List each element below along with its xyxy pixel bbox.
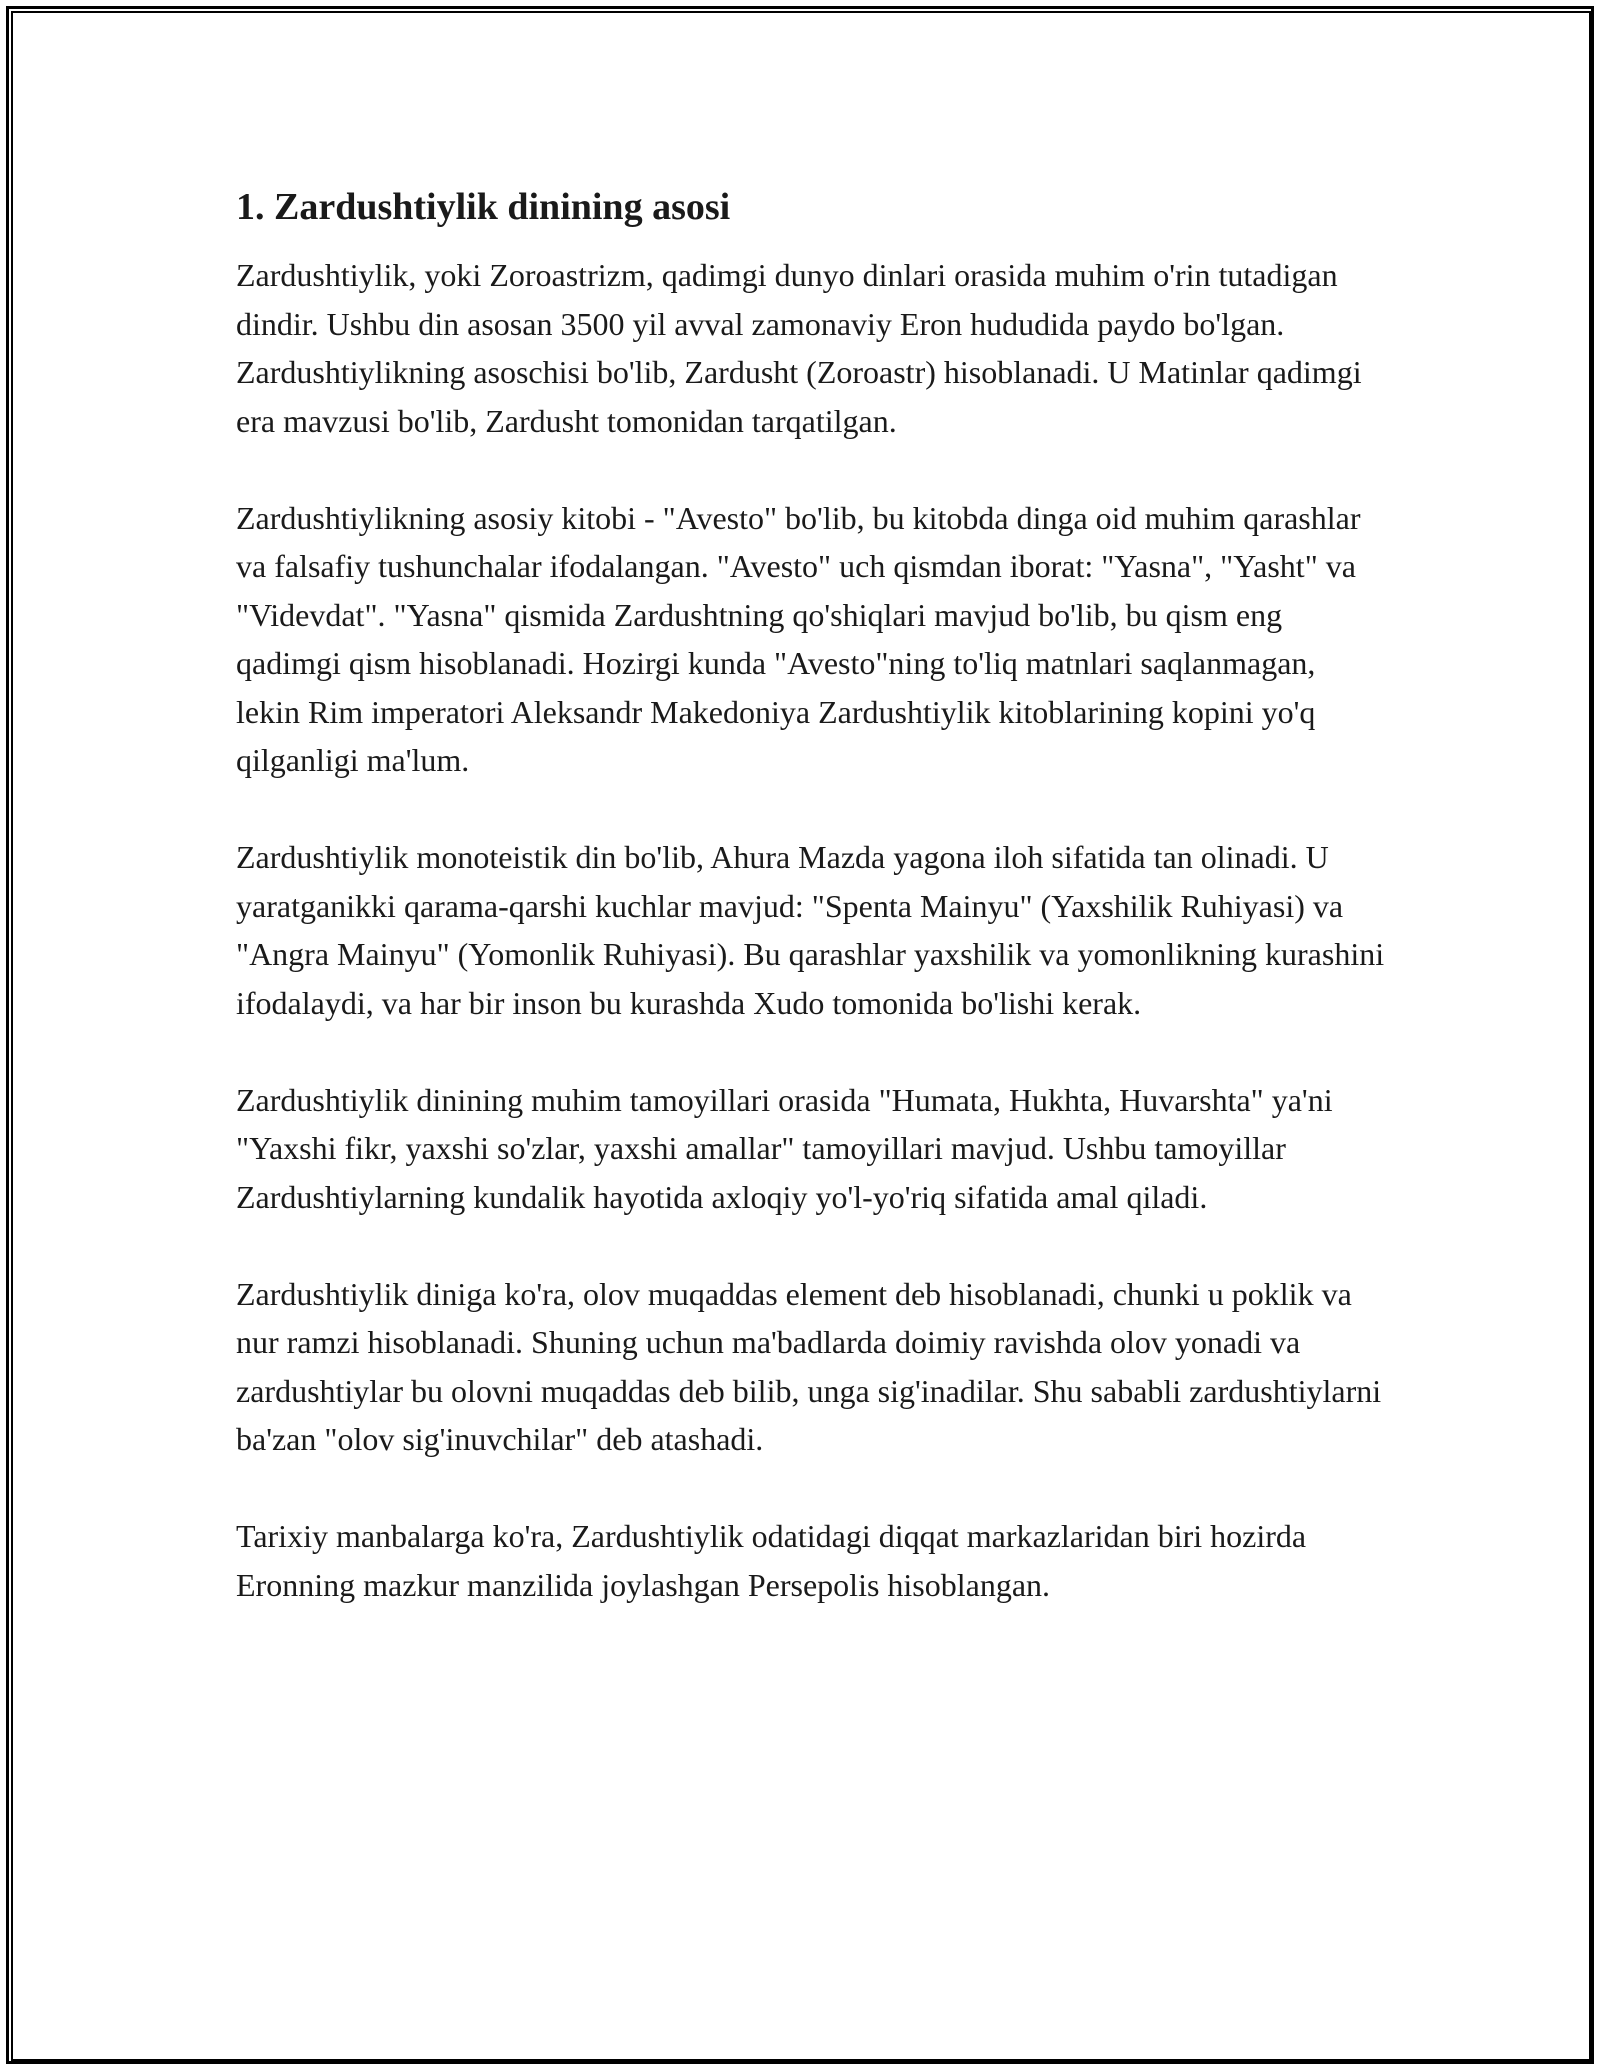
paragraph-3: Zardushtiylik monoteistik din bo'lib, Ahura Mazda yagona iloh sifatida tan olinadi. U yaratganikki qarama-qarshi kuchlar mavjud: "Spenta Mainyu" (Yaxshilik Ruhiyasi) va "Angra Mainyu" (Yomonlik Ruhiyasi). Bu qarashlar yaxshilik va yomonlikning kurashini ifodalaydi, va har bir inson bu kurashda Xudo tomonida bo'lishi kerak. (236, 839, 1385, 1021)
paragraph-4: Zardushtiylik dinining muhim tamoyillari orasida "Humata, Hukhta, Huvarshta" ya'ni "Yaxshi fikr, yaxshi so'zlar, yaxshi amallar" tamoyillari mavjud. Ushbu tamoyillar Zardushtiylarning kundalik hayotida axloqiy yo'l-yo'riq sifatida amal qiladi. (236, 1081, 1333, 1215)
paragraph-5: Zardushtiylik diniga ko'ra, olov muqaddas element deb hisoblanadi, chunki u poklik va nur ramzi hisoblanadi. Shuning uchun ma'badlarda doimiy ravishda olov yonadi va zardushtiylar bu olovni muqaddas deb bilib, unga sig'inadilar. Shu sababli zardushtiylarni ba'zan "olov sig'inuvchilar" deb atashadi. (236, 1275, 1382, 1457)
paragraph-1: Zardushtiylik, yoki Zoroastrizm, qadimgi dunyo dinlari orasida muhim o'rin tutadigan dindir. Ushbu din asosan 3500 yil avval zamonaviy Eron hududida paydo bo'lgan. Zardushtiylikning asoschisi bo'lib, Zardusht (Zoroastr) hisoblanadi. U Matinlar qadimgi era mavzusi bo'lib, Zardusht tomonidan tarqatilgan. (236, 257, 1362, 439)
paragraph-6: Tarixiy manbalarga ko'ra, Zardushtiylik odatidagi diqqat markazlaridan biri hozirda Eronning mazkur manzilida joylashgan Persepolis hisoblangan. (236, 1518, 1307, 1603)
document-body (236, 183, 1386, 1658)
section-heading: 1. Zardushtiylik dinining asosi (236, 186, 731, 228)
paragraph-2: Zardushtiylikning asosiy kitobi - "Avesto" bo'lib, bu kitobda dinga oid muhim qarashlar va falsafiy tushunchalar ifodalangan. "Avesto" uch qismdan iborat: "Yasna", "Yasht" va "Videvdat". "Yasna" qismida Zardushtning qo'shiqlari mavjud bo'lib, bu qism eng qadimgi qism hisoblanadi. Hozirgi kunda "Avesto"ning to'liq matnlari saqlanmagan, lekin Rim imperatori Aleksandr Makedoniya Zardushtiylik kitoblarining kopini yo'q qilganligi ma'lum. (236, 499, 1361, 778)
